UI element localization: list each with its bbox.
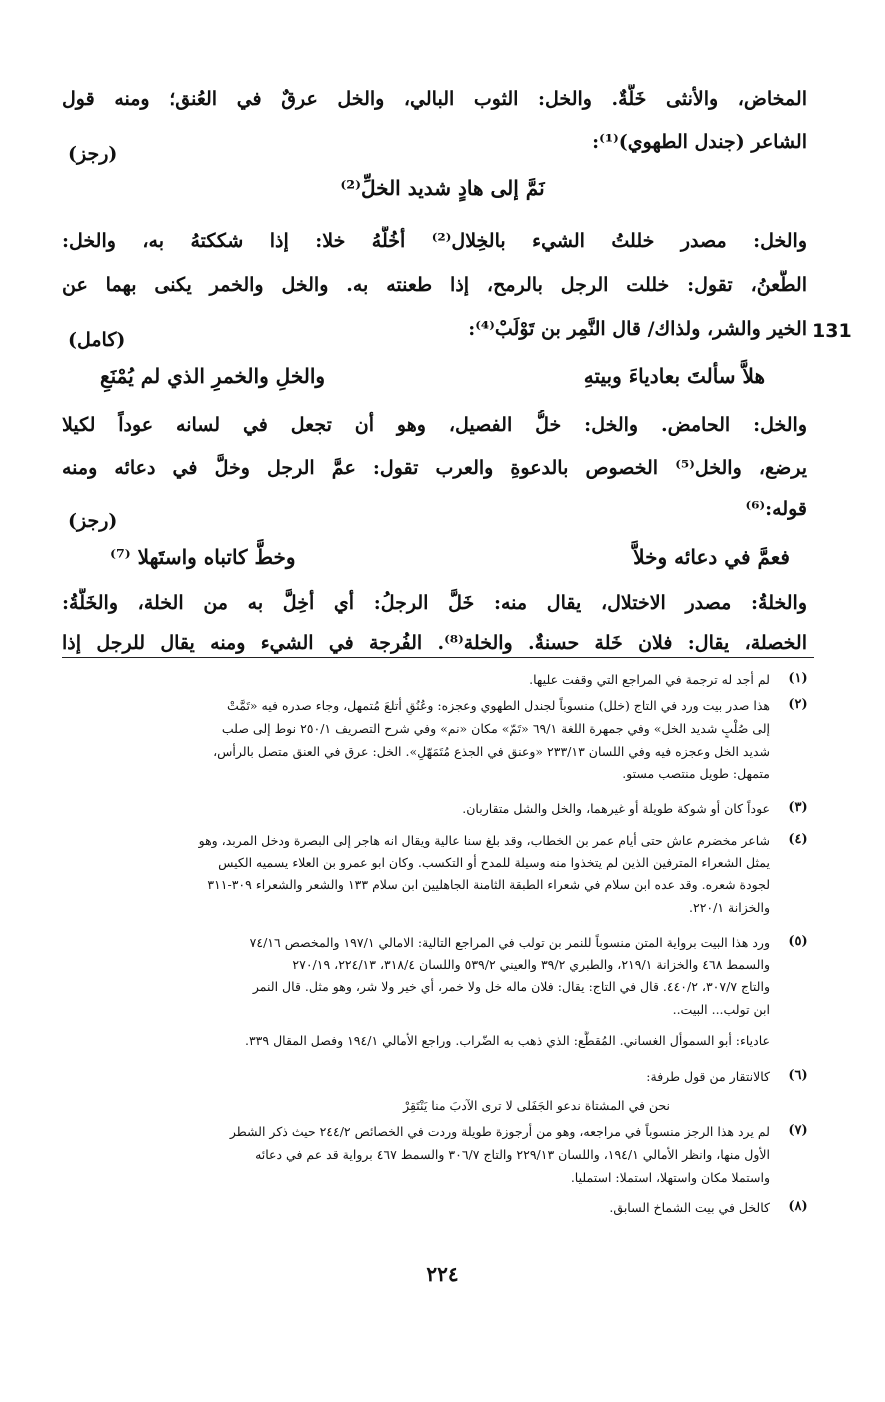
main-text-line: والخل: مصدر خللتُ الشيء بالخِلال⁽²⁾ أخُلُّهُ خلا: إذا شككتهُ به، والخل: (62, 230, 807, 252)
meter-label: (رجز) (68, 510, 118, 532)
main-text-line: الشاعر (جندل الطهوي)⁽¹⁾: (592, 131, 807, 153)
main-text-line: والخل: الحامض. والخل: خلُّ الفصيل، وهو أن تجعل في لسانه عوداً لكيلا (62, 414, 807, 436)
footnote-number: (١) (788, 671, 808, 686)
footnote-number: (٨) (788, 1199, 808, 1214)
page-number: ٢٢٤ (426, 1262, 459, 1286)
footnote-number: (٤) (788, 832, 808, 847)
footnote-line: لم أجد له ترجمة في المراجع التي وقفت عليها. (529, 672, 770, 687)
footnote-line: والسمط ٤٦٨ والخزانة ٢١٩/١، والطبري ٣٩/٢ والعيني ٥٣٩/٢ واللسان ٣١٨/٤، ٢٢٤/١٣، ٢٧٠/١٩ (292, 957, 770, 972)
meter-label: (رجز) (68, 143, 118, 165)
footnote-line: إلى صُلْبٍ شديد الخل» وفي جمهرة اللغة ٦٩/١ «تَمّ» مكان «نم» وفي شرح التصريف ٢٥٠/١ نوط إلى صلب (221, 721, 770, 736)
main-text-line: والخلةُ: مصدر الاختلال، يقال منه: خَلَّ الرجلُ: أي أخِلَّ به من الخلة، والخَلَّةُ: (62, 592, 807, 614)
main-text-line: يرضع، والخل⁽⁵⁾ الخصوص بالدعوةِ والعرب تقول: عمَّ الرجل وخلَّ في دعائه ومنه (62, 457, 807, 479)
footnote-line: هذا صدر بيت ورد في التاج (خلل) منسوباً لجندل الطهوي وعجزه: وعُنُقٍ أتلعَ مُتمهل، وجاء صدره فيه «تَمَّتْ (226, 698, 770, 713)
verse-second-hemistich: وخطَّ كاتباه واستَهلا ⁽⁷⁾ (110, 545, 296, 569)
footnote-number: (٣) (788, 800, 808, 815)
footnote-line: الأول منها، وانظر الأمالي ١٩٤/١، واللسان ٢٢٩/١٣ والتاج ٣٠٦/٧ والسمط ٤٦٧ برواية قد عم في دعائه (255, 1147, 770, 1162)
verse-second-hemistich: والخلِ والخمرِ الذي لم يُمْنَعِ (100, 364, 326, 388)
verse-line: نَمَّ إلى هادٍ شديد الخلِّ⁽²⁾ (340, 176, 545, 200)
footnote-line: كالخل في بيت الشماخ السابق. (609, 1200, 770, 1215)
footnote-line: لم يرد هذا الرجز منسوباً في مراجعه، وهو من أرجوزة طويلة وردت في الخصائص ٢٤٤/٢ حيث ذكر الشطر (229, 1124, 770, 1139)
main-text-line: الطَّعنُ، تقول: خللت الرجل بالرمح، إذا طعنته به. والخل والخمر يكنى بهما عن (62, 274, 807, 296)
footnote-line: ورد هذا البيت برواية المتن منسوباً للنمر بن تولب في المراجع التالية: الامالي ١٩٧/١ والمخصص ٧٤/١٦ (249, 935, 770, 950)
verse-first-hemistich: هلاَّ سألتَ بعادياءَ وبيتهِ (583, 364, 765, 388)
margin-page-number: 131 (812, 320, 852, 342)
footnote-number: (٢) (788, 697, 808, 712)
footnote-number: (٧) (788, 1123, 808, 1138)
footnote-line: متمهل: طويل منتصب مستو. (622, 766, 770, 781)
verse-first-hemistich: فعمَّ في دعائه وخلاَّ (633, 545, 790, 569)
footnote-line: عوداً كان أو شوكة طويلة أو غيرهما، والخل والشل متقاربان. (462, 801, 770, 816)
footnote-line: واستملا مكان واستهلا، استملا: استمليا. (570, 1170, 770, 1185)
main-text-line: المخاض، والأنثى خَلَّةٌ. والخل: الثوب البالي، والخل عرقٌ في العُنق؛ ومنه قول (62, 88, 807, 110)
main-text-line: الخير والشر، ولذاك/ قال النَّمِر بن تَوْلَبْ⁽⁴⁾: (468, 318, 807, 340)
footnote-line: لجودة شعره. وقد عده ابن سلام في شعراء الطبقة الثامنة الجاهليين ابن سلام ١٣٣ والشعر والشعراء ٣٠٩-٣١١ (207, 877, 770, 892)
footnote-number: (٥) (788, 934, 808, 949)
main-text-line: الخصلة، يقال: فلان خَلة حسنةٌ. والخلة⁽⁸⁾. الفُرجة في الشيء ومنه يقال للرجل إذا (62, 632, 807, 654)
footnote-verse: نحن في المشتاة ندعو الجَفَلى لا ترى الآدبَ منا يَنْتَقِرْ (403, 1098, 670, 1113)
meter-label: (كامل) (68, 329, 126, 351)
footnote-line: والخزانة ٢٢٠/١. (689, 900, 770, 915)
footnote-number: (٦) (788, 1068, 808, 1083)
footnote-line: عادياء: أبو السموأل الغساني. المُقطَّع: الذي ذهب به الضّراب. وراجع الأمالي ١٩٤/١ وفصل المقال ٣٣٩. (244, 1033, 770, 1048)
footnote-line: يمثل الشعراء المترفين الذين لم يتخذوا منه وسيلة للمدح أو التكسب. وكان ابو عمرو بن العلاء يسميه الكيس (218, 855, 770, 870)
footnote-line: كالانتقار من قول طرفة: (646, 1069, 770, 1084)
footnote-line: ابن تولب... البيت.. (672, 1002, 770, 1017)
footnote-line: شديد الخل وعجزه فيه وفي اللسان ٢٣٣/١٣ «وعنق في الجذع مُتَمَهّلِ». الخل: عرق في العنق متصل بالرأس، (213, 744, 770, 759)
footnote-line: شاعر مخضرم عاش حتى أيام عمر بن الخطاب، وقد بلغ سنا عالية ويقال انه هاجر إلى البصرة ودخل المربد، وهو (198, 833, 770, 848)
footnote-separator (62, 657, 814, 658)
main-text-line: قوله:⁽⁶⁾ (745, 498, 807, 520)
footnote-line: والتاج ٣٠٧/٧، ٤٤٠/٢. قال في التاج: يقال: فلان ماله خل ولا خمر، أي خير ولا شر، وهو مثل. قال النمر (252, 979, 770, 994)
